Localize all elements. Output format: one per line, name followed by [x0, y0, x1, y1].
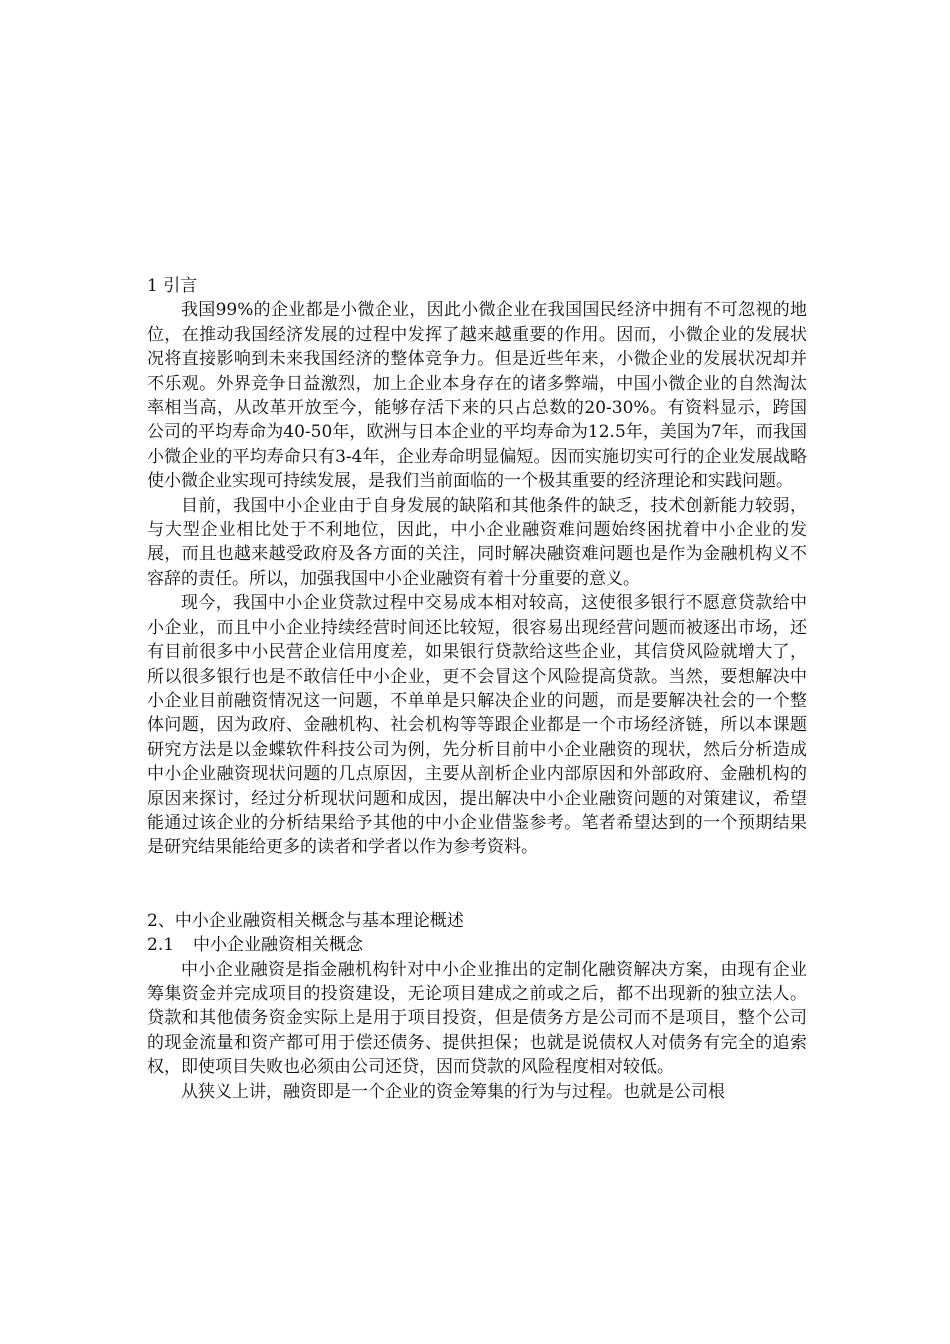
section-2-heading: 2、中小企业融资相关概念与基本理论概述: [147, 910, 464, 931]
section-spacer: [147, 860, 807, 909]
subsection-title: 中小企业融资相关概念: [193, 935, 363, 956]
section-1-paragraph-1: 我国99%的企业都是小微企业，因此小微企业在我国国民经济中拥有不可忽视的地位，在推动我国经济发展的过程中发挥了越来越重要的作用。因而，小微企业的发展状况将直接影响到未来我国经济的整体竞争力。但是近些年来，小微企业的发展状况却并不乐观。外界竞争日益激烈，加上企业本身存在的诸多弊端，中国小微企业的自然淘汰率相当高，从改革开放至今，能够存活下来的只占总数的20-30%。有资料显示，跨国公司的平均寿命为40-50年，欧洲与日本企业的平均寿命为12.5年，美国为7年，而我国小微企业的平均寿命只有3-4年，企业寿命明显偏短。因而实施切实可行的企业发展战略使小微企业实现可持续发展，是我们当前面临的一个极其重要的经济理论和实践问题。: [147, 300, 807, 492]
document-body: [147, 274, 807, 1104]
section-2-paragraph-2: 从狭义上讲，融资即是一个企业的资金筹集的行为与过程。也就是公司根: [181, 1081, 725, 1102]
section-1-paragraph-2: 目前，我国中小企业由于自身发展的缺陷和其他条件的缺乏，技术创新能力较弱，与大型企业相比处于不利地位，因此，中小企业融资难问题始终困扰着中小企业的发展，而且也越来越受政府及各方面的关注，同时解决融资难问题也是作为金融机构义不容辞的责任。所以，加强我国中小企业融资有着十分重要的意义。: [147, 495, 807, 589]
section-1-paragraph-3: 现今，我国中小企业贷款过程中交易成本相对较高，这使很多银行不愿意贷款给中小企业，而且中小企业持续经营时间还比较短，很容易出现经营问题而被逐出市场，还有目前很多中小民营企业信用度差，如果银行贷款给这些企业，其信贷风险就增大了，所以很多银行也是不敢信任中小企业，更不会冒这个风险提高贷款。当然，要想解决中小企业目前融资情况这一问题，不单单是只解决企业的问题，而是要解决社会的一个整体问题，因为政府、金融机构、社会机构等等跟企业都是一个市场经济链，所以本课题研究方法是以金蝶软件科技公司为例，先分析目前中小企业融资的现状，然后分析造成中小企业融资现状问题的几点原因，主要从剖析企业内部原因和外部政府、金融机构的原因来探讨，经过分析现状问题和成因，提出解决中小企业融资问题的对策建议，希望能通过该企业的分析结果给予其他的中小企业借鉴参考。笔者希望达到的一个预期结果是研究结果能给更多的读者和学者以作为参考资料。: [147, 593, 807, 858]
subsection-2-1-heading: [147, 933, 807, 957]
section-1-heading: 1 引言: [147, 276, 198, 296]
section-2-paragraph-1: 中小企业融资是指金融机构针对中小企业推出的定制化融资解决方案，由现有企业筹集资金并完成项目的投资建设，无论项目建成之前或之后，都不出现新的独立法人。贷款和其他债务资金实际上是用于项目投资，但是债务方是公司而不是项目，整个公司的现金流量和资产都可用于偿还债务、提供担保；也就是说债权人对债务有完全的追索权，即使项目失败也必须由公司还贷，因而贷款的风险程度相对较低。: [147, 959, 807, 1078]
subsection-number: 2.1: [147, 935, 175, 956]
